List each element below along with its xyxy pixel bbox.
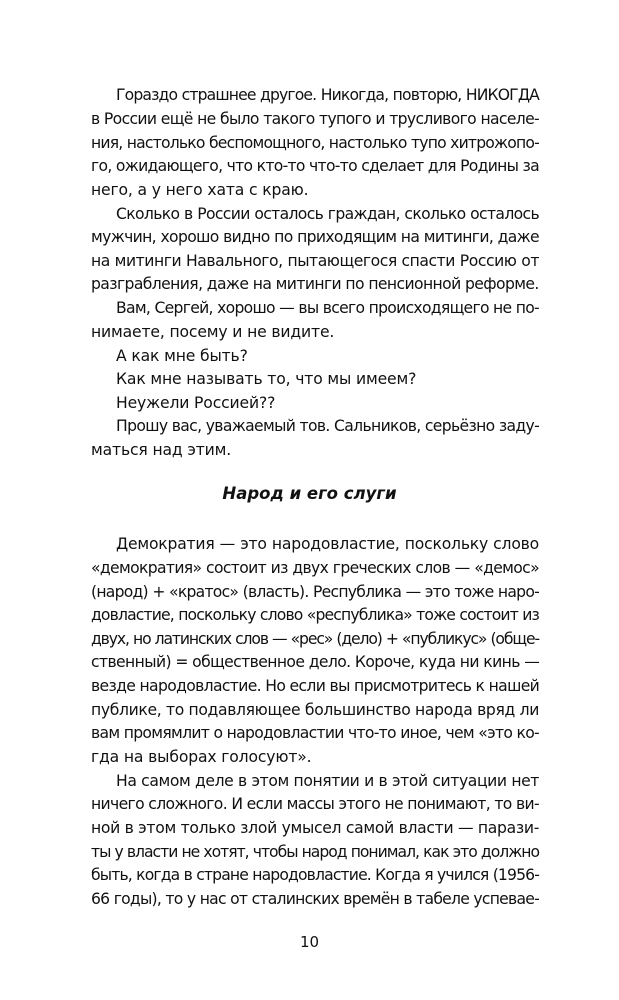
text-line: быть, когда в стране народовластие. Когда я учился (1956- — [91, 866, 539, 884]
text-line: публике, то подавляющее большинство народа вряд ли — [91, 701, 539, 719]
text-line: Вам, Сергей, хорошо — вы всего происходящего не по- — [116, 299, 539, 317]
text-line: гда на выборах голосуют». — [91, 748, 312, 766]
text-line: «демократия» состоит из двух греческих слов — «демос» — [91, 559, 539, 577]
text-line: него, а у него хата с краю. — [91, 181, 309, 199]
text-line: мужчин, хорошо видно по приходящим на митинги, даже — [91, 228, 539, 246]
text-line: ты у власти не хотят, чтобы народ понимал, как это должно — [91, 843, 539, 861]
text-line: го, ожидающего, что кто-то что-то сделает для Родины за — [91, 157, 539, 175]
text-line: везде народовластие. Но если вы присмотритесь к нашей — [91, 677, 540, 695]
text-line: на митинги Навального, пытающегося спасти Россию от — [91, 252, 539, 270]
page-number: 10 — [299, 933, 320, 951]
text-line: Прошу вас, уважаемый тов. Сальников, серьёзно заду- — [116, 417, 540, 435]
text-line: Гораздо страшнее другое. Никогда, повторю, НИКОГДА — [116, 86, 539, 104]
text-line: 66 годы), то у нас от сталинских времён в табеле успевае- — [91, 890, 539, 908]
text-line: вам промямлит о народовластии что-то иное, чем «это ко- — [91, 724, 539, 742]
text-line: двух, но латинских слов — «рес» (дело) + «публикус» (обще- — [91, 630, 539, 648]
section-heading: Народ и его слуги — [222, 484, 397, 503]
text-line: ной в этом только злой умысел самой власти — парази- — [91, 819, 540, 837]
text-line: ничего сложного. И если массы этого не понимают, то ви- — [91, 795, 539, 813]
text-line: Демократия — это народовластие, поскольку слово — [116, 535, 539, 553]
text-line: А как мне быть? — [116, 347, 248, 365]
text-line: в России ещё не было такого тупого и трусливого населе- — [91, 110, 539, 128]
text-line: Неужели Россией?? — [116, 394, 276, 412]
text-line: ственный) = общественное дело. Короче, куда ни кинь — — [91, 653, 540, 671]
text-line: Как мне называть то, что мы имеем? — [116, 370, 417, 388]
text-line: На самом деле в этом понятии и в этой ситуации нет — [116, 772, 539, 790]
text-line: ния, настолько беспомощного, настолько тупо хитрожопо- — [91, 134, 539, 152]
text-line: довластие, поскольку слово «республика» тоже состоит из — [91, 606, 539, 624]
text-line: маться над этим. — [91, 441, 232, 459]
text-line: разграбления, даже на митинги по пенсионной реформе. — [91, 275, 539, 293]
text-line: (народ) + «кратос» (власть). Республика — это тоже наро- — [91, 583, 539, 601]
text-line: нимаете, посему и не видите. — [91, 323, 335, 341]
text-line: Сколько в России осталось граждан, сколько осталось — [116, 205, 539, 223]
